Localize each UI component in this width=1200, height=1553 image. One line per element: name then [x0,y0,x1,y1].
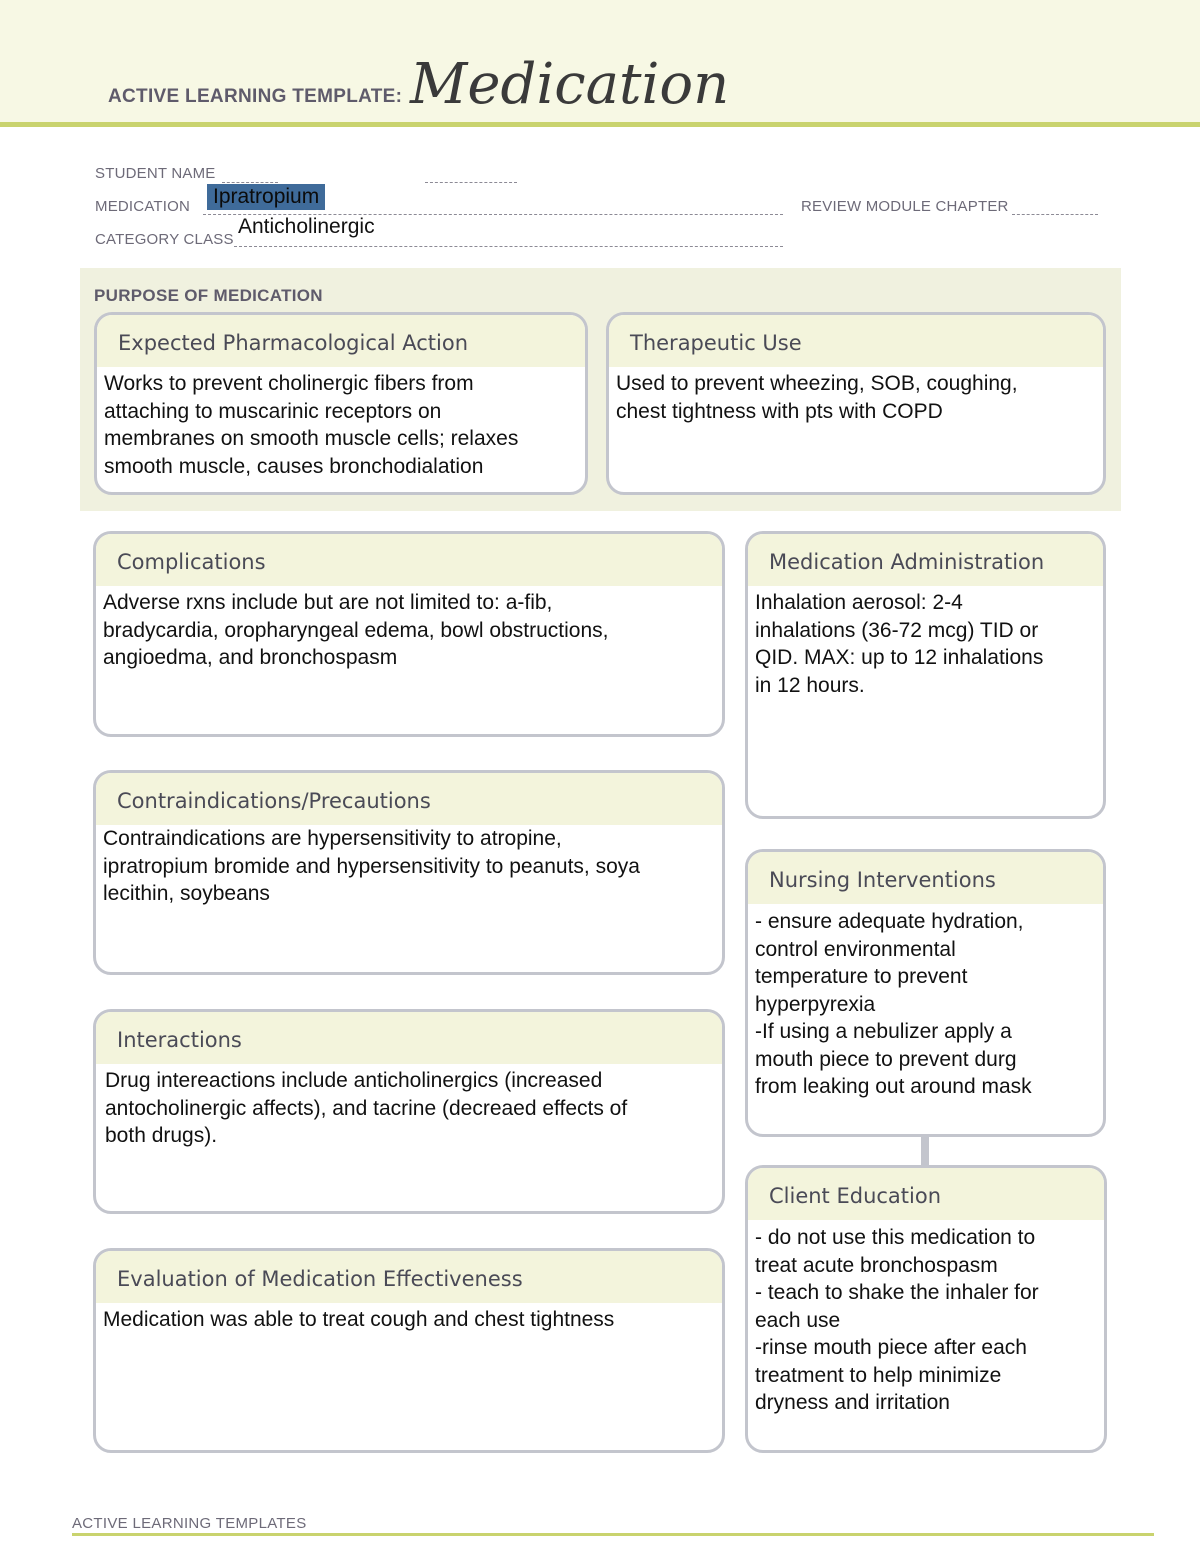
category-class-label: CATEGORY CLASS [95,231,234,248]
complications-card [93,531,725,737]
connector-line [921,1135,929,1165]
page-title: Medication [410,52,730,117]
nursing-interventions-card [745,849,1106,1137]
client-education-text: - do not use this medication to treat acute bronchospasm - teach to shake the inhaler for each use -rinse mouth piece after each treatment to help minimize dryness and irritation [755,1226,1039,1414]
student-name-label: STUDENT NAME [95,165,216,182]
expected-action-title: Expected Pharmacological Action [97,315,585,367]
client-education-card [745,1165,1107,1453]
contraindications-card [93,770,725,975]
interactions-card [93,1009,725,1214]
footer-text: ACTIVE LEARNING TEMPLATES [72,1515,307,1532]
medication-label: MEDICATION [95,198,191,215]
expected-action-card [94,312,588,495]
student-name-line-2[interactable] [425,182,517,183]
therapeutic-use-title: Therapeutic Use [609,315,1103,367]
medication-administration-card [745,531,1106,819]
purpose-title: PURPOSE OF MEDICATION [94,286,323,305]
expected-action-text: Works to prevent cholinergic fibers from attaching to muscarinic receptors on membranes on smooth muscle cells; relaxes smooth muscle, causes bronchodialation [104,372,519,478]
review-module-label: REVIEW MODULE CHAPTER [801,198,1009,215]
header-rule [0,122,1200,127]
contraindications-text: Contraindications are hypersensitivity to atropine, ipratropium bromide and hypersensitivity to peanuts, soya lecithin, soybeans [103,827,640,905]
footer-rule [72,1533,1154,1536]
category-class-line [234,246,783,247]
template-label: ACTIVE LEARNING TEMPLATE: [108,86,403,107]
medication-field[interactable]: Ipratropium [207,184,325,210]
review-module-line[interactable] [1012,214,1098,215]
evaluation-text: Medication was able to treat cough and chest tightness [103,1308,615,1331]
client-education-title: Client Education [748,1168,1104,1220]
interactions-title: Interactions [96,1012,722,1064]
therapeutic-use-text: Used to prevent wheezing, SOB, coughing, chest tightness with pts with COPD [616,372,1018,423]
evaluation-card [93,1248,725,1453]
evaluation-title: Evaluation of Medication Effectiveness [96,1251,722,1303]
nursing-interventions-text: - ensure adequate hydration, control environmental temperature to prevent hyperpyrexia -If using a nebulizer apply a mouth piece to prevent durg from leaking out around mask [755,910,1032,1098]
complications-title: Complications [96,534,722,586]
medication-administration-text: Inhalation aerosol: 2-4 inhalations (36-72 mcg) TID or QID. MAX: up to 12 inhalations in 12 hours. [755,591,1044,697]
therapeutic-use-card [606,312,1106,495]
student-name-line-1[interactable] [222,182,278,183]
medication-administration-title: Medication Administration [748,534,1103,586]
contraindications-title: Contraindications/Precautions [96,773,722,825]
complications-text: Adverse rxns include but are not limited to: a-fib, bradycardia, oropharyngeal edema, bowl obstructions, angioedma, and bronchospasm [103,591,609,669]
category-class-field[interactable]: Anticholinergic [238,215,375,238]
interactions-text: Drug intereactions include anticholinergics (increased antocholinergic affects), and tacrine (decreaed effects of both drugs). [105,1069,628,1147]
nursing-interventions-title: Nursing Interventions [748,852,1103,904]
